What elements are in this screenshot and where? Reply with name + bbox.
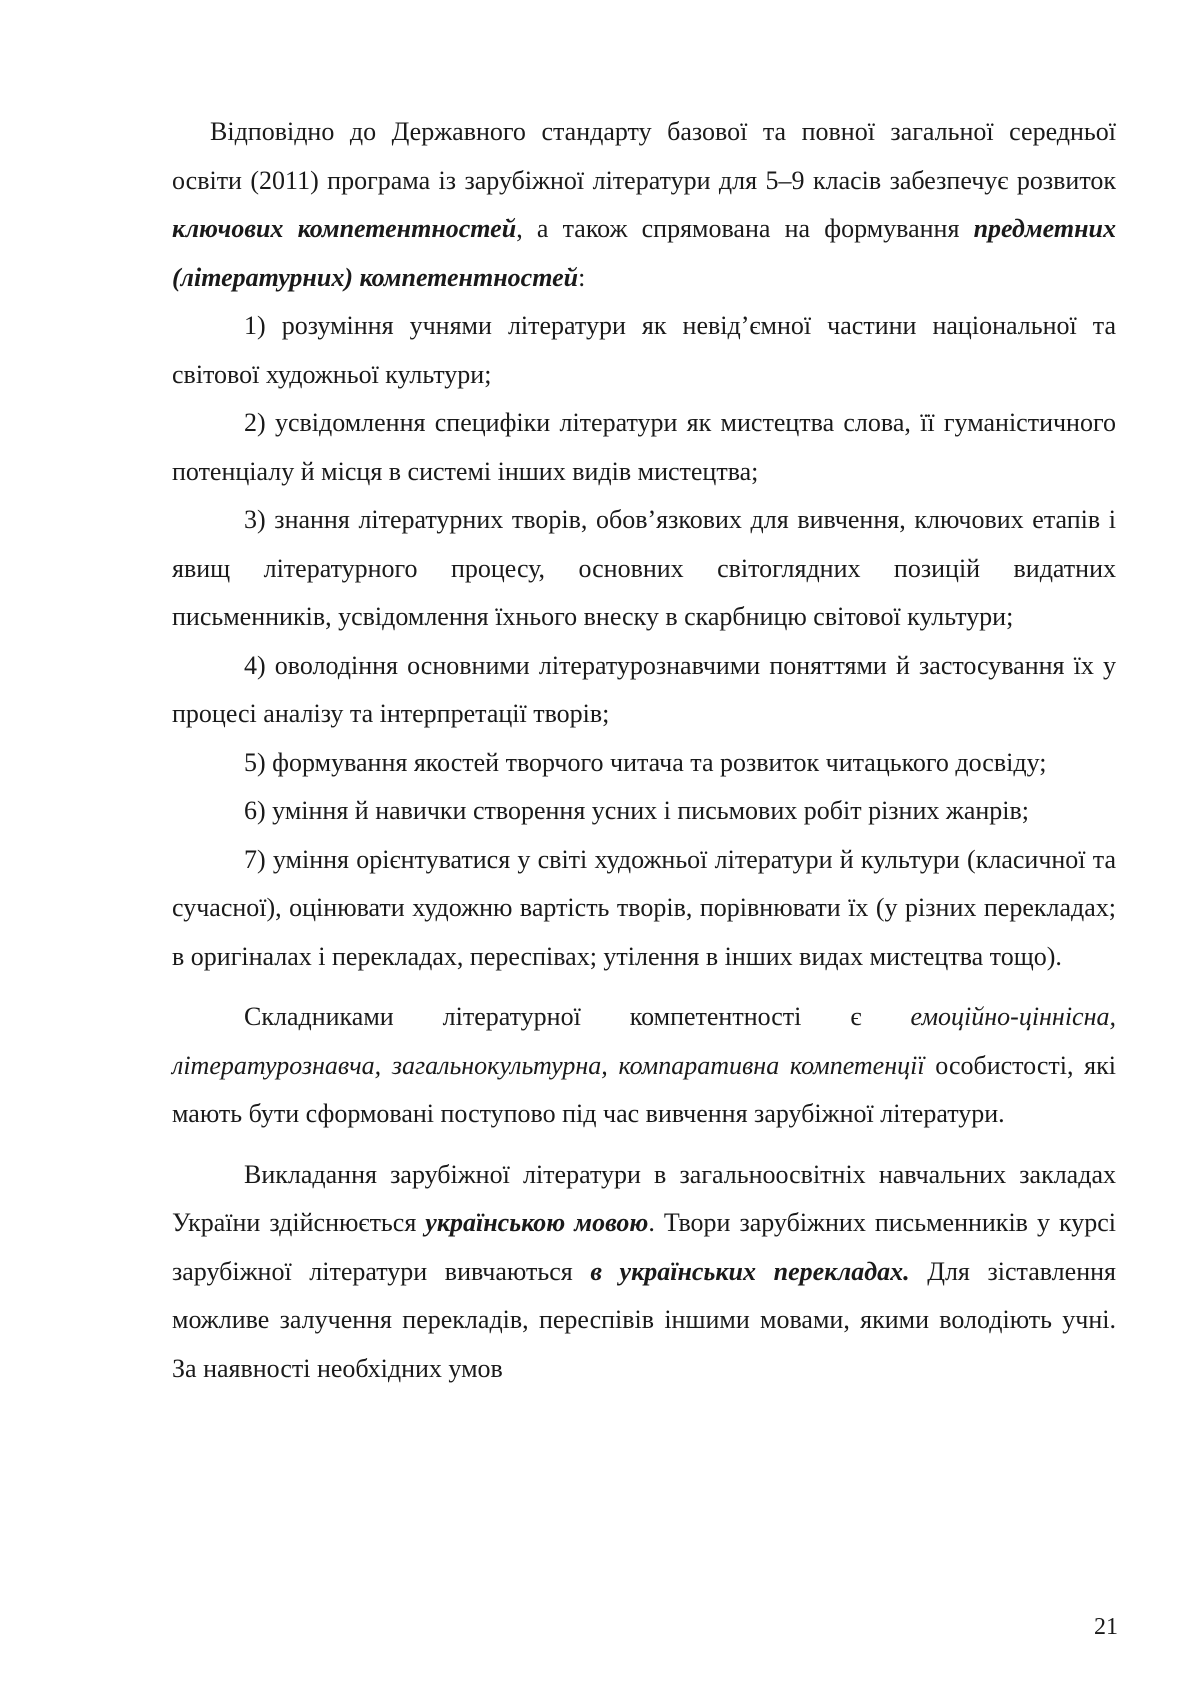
- list-item-3: 3) знання літературних творів, обов’язкових для вивчення, ключових етапів і явищ літературного процесу, основних світоглядних позицій видатних письменників, усвідомлення їхнього внеску в скарбницю світової культури;: [172, 505, 1116, 631]
- page-number: 21: [1094, 1614, 1118, 1640]
- list-item-7: 7) уміння орієнтуватися у світі художньої літератури й культури (класичної та сучасної), оцінювати художню вартість творів, порівнювати їх (у різних перекладах; в оригіналах і перекладах, переспівах; утілення в інших видах мистецтва тощо).: [172, 844, 1116, 971]
- list-item-2: 2) усвідомлення специфіки літератури як мистецтва слова, її гуманістичного потенціалу й місця в системі інших видів мистецтва;: [172, 408, 1116, 486]
- teaching-text-2: . Твори зарубіжних письменників у курсі зарубіжної літератури вивчаються: [172, 1208, 1116, 1286]
- list-item-6: 6) уміння й навички створення усних і письмових робіт різних жанрів;: [244, 796, 1030, 825]
- teaching-paragraph: [172, 1151, 1116, 1394]
- subject-competences-emphasis: предметних (літературних) компетентностей: [172, 214, 1116, 292]
- ukrainian-language-emphasis: українською мовою: [425, 1208, 649, 1237]
- list-item-1: 1) розуміння учнями літератури як невід’ємної частини національної та світової художньої культури;: [172, 311, 1116, 389]
- list-item-4: 4) оволодіння основними літературознавчими поняттями й застосування їх у процесі аналізу та інтерпретації творів;: [172, 650, 1116, 728]
- page-body: [172, 108, 1116, 1393]
- intro-text-3: :: [578, 262, 586, 292]
- competences-list-emphasis: емоційно-ціннісна, літературознавча, загальнокультурна, компаративна компетенції: [172, 1002, 1116, 1080]
- list-item-5: 5) формування якостей творчого читача та розвиток читацького досвіду;: [244, 747, 1047, 777]
- components-text-1: Складниками літературної компетентності є: [244, 1002, 911, 1031]
- key-competences-emphasis: ключових компетентностей: [172, 214, 517, 243]
- intro-paragraph: [172, 108, 1116, 302]
- teaching-text-3: Для зіставлення можливе залучення перекладів, переспівів іншими мовами, якими володіють учні. За наявності необхідних умов: [172, 1256, 1116, 1383]
- teaching-text-1: Викладання зарубіжної літератури в загальноосвітніх навчальних закладах України здійснюється: [172, 1159, 1116, 1237]
- intro-text-1: Відповідно до Державного стандарту базової та повної загальної середньої освіти (2011) програма із зарубіжної літератури для 5–9 класів забезпечує розвиток: [172, 117, 1116, 195]
- intro-text-2: , а також спрямована на формування: [516, 214, 974, 243]
- components-text-2: особистості, які мають бути сформовані поступово під час вивчення зарубіжної літератури.: [172, 1050, 1116, 1128]
- ukrainian-translations-emphasis: в українських перекладах.: [590, 1256, 910, 1286]
- components-paragraph: [172, 993, 1116, 1139]
